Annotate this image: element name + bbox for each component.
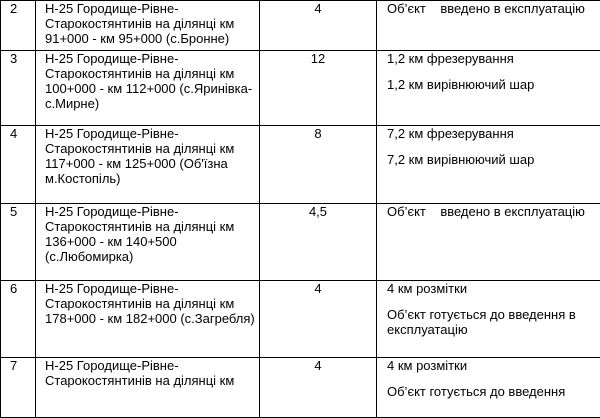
work-status <box>377 126 600 204</box>
length-km: 12 <box>260 51 377 126</box>
row-number: 5 <box>1 204 36 281</box>
status-line: Об’єкт введено в експлуатацію <box>387 204 596 219</box>
status-line: 7,2 км фрезерування <box>387 126 596 141</box>
row-number: 6 <box>1 281 36 358</box>
work-status <box>377 51 600 126</box>
work-status <box>377 1 600 51</box>
road-section: Н-25 Городище-Рівне-Старокостянтинів на ділянці км <box>36 358 260 418</box>
status-line: 4 км розмітки <box>387 358 596 373</box>
road-section: Н-25 Городище-Рівне-Старокостянтинів на ділянці км 136+000 - км 140+500 (с.Любомирка) <box>36 204 260 281</box>
work-status <box>377 281 600 358</box>
length-km: 4 <box>260 358 377 418</box>
status-line: 1,2 км вирівнюючий шар <box>387 77 596 92</box>
work-status <box>377 358 600 418</box>
road-section: Н-25 Городище-Рівне-Старокостянтинів на ділянці км 91+000 - км 95+000 (с.Бронне) <box>36 1 260 51</box>
work-status <box>377 204 600 281</box>
road-section: Н-25 Городище-Рівне-Старокостянтинів на ділянці км 117+000 - км 125+000 (Об'їзна м.Костопіль) <box>36 126 260 204</box>
length-km: 8 <box>260 126 377 204</box>
table-row <box>1 358 600 418</box>
status-line: 4 км розмітки <box>387 281 596 296</box>
length-km: 4 <box>260 1 377 51</box>
row-number: 2 <box>1 1 36 51</box>
row-number: 7 <box>1 358 36 418</box>
road-section: Н-25 Городище-Рівне-Старокостянтинів на ділянці км 178+000 - км 182+000 (с.Загребля) <box>36 281 260 358</box>
table-row <box>1 51 600 126</box>
table-row <box>1 281 600 358</box>
length-km: 4,5 <box>260 204 377 281</box>
table-row <box>1 1 600 51</box>
table-row <box>1 126 600 204</box>
status-line: Об’єкт готується до введення <box>387 384 596 399</box>
length-km: 4 <box>260 281 377 358</box>
road-section: Н-25 Городище-Рівне-Старокостянтинів на ділянці км 100+000 - км 112+000 (с.Яринівка-с.Мирне) <box>36 51 260 126</box>
status-line: Об’єкт готується до введення в експлуатацію <box>387 307 596 337</box>
row-number: 4 <box>1 126 36 204</box>
status-line: 7,2 км вирівнюючий шар <box>387 152 596 167</box>
status-line: 1,2 км фрезерування <box>387 51 596 66</box>
row-number: 3 <box>1 51 36 126</box>
table-row <box>1 204 600 281</box>
status-line: Об’єкт введено в експлуатацію <box>387 1 596 16</box>
